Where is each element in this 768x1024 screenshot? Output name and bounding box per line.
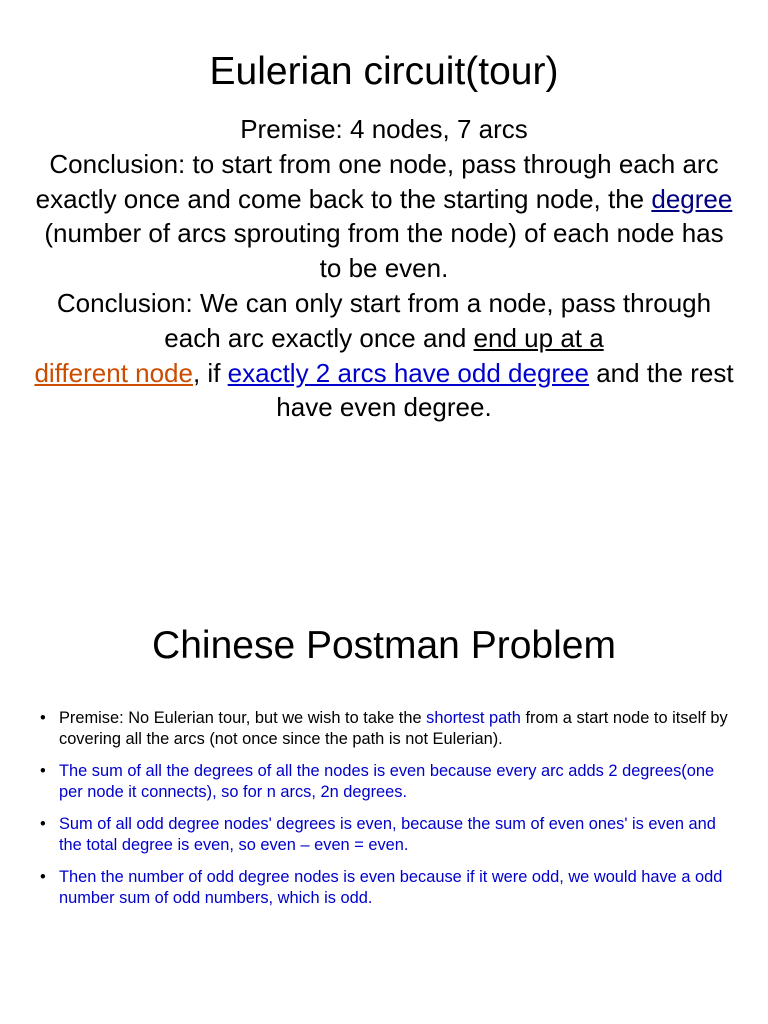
- bullet-sum-degrees: The sum of all the degrees of all the nodes is even because every arc adds 2 degrees(one per node it connects), so for n arcs, 2n degrees.: [59, 762, 715, 801]
- bullet-odd-count: Then the number of odd degree nodes is even because if it were odd, we would have a odd number sum of odd numbers, which is odd.: [59, 868, 723, 907]
- list-item: [36, 761, 736, 803]
- bullet-premise-start: Premise: No Eulerian tour, but we wish to take the: [59, 709, 427, 727]
- conclusion-one-start: Conclusion: to start from one node, pass through each arc exactly once and come back to the starting node, the: [35, 148, 719, 214]
- odd-degree-link[interactable]: exactly 2 arcs have odd degree: [227, 357, 589, 388]
- bullet-premise-end: from a start node to itself by covering all the arcs (not once since the path is not Eulerian).: [59, 709, 728, 748]
- conclusion-one-end: (number of arcs sprouting from the node) of each node has to be even.: [44, 218, 724, 284]
- bullet-icon: •: [40, 709, 46, 727]
- end-up-underlined: end up at a: [473, 322, 604, 353]
- chinese-postman-title: Chinese Postman Problem: [152, 624, 616, 667]
- list-item: [36, 708, 736, 750]
- shortest-path-text: shortest path: [426, 709, 521, 727]
- list-item: [36, 867, 736, 909]
- different-node-text: different node: [34, 357, 193, 388]
- list-item: [36, 814, 736, 856]
- conclusion-two-end: and the rest have even degree.: [276, 357, 734, 423]
- degree-link[interactable]: degree: [651, 183, 733, 214]
- bullet-icon: •: [40, 815, 46, 833]
- conclusion-two-middle: , if: [192, 357, 228, 388]
- conclusion-two: [30, 286, 738, 425]
- bullet-icon: •: [40, 868, 46, 886]
- postman-bullet-list: [36, 708, 736, 920]
- conclusion-two-start: Conclusion: We can only start from a node, pass through each arc exactly once and: [56, 287, 712, 353]
- conclusion-one: [30, 147, 738, 286]
- premise-text: Premise: 4 nodes, 7 arcs: [240, 114, 528, 144]
- bullet-icon: •: [40, 762, 46, 780]
- eulerian-title: Eulerian circuit(tour): [209, 50, 559, 93]
- eulerian-body: [30, 112, 738, 425]
- bullet-odd-sum: Sum of all odd degree nodes' degrees is even, because the sum of even ones' is even and the total degree is even, so even – even = even.: [59, 815, 716, 854]
